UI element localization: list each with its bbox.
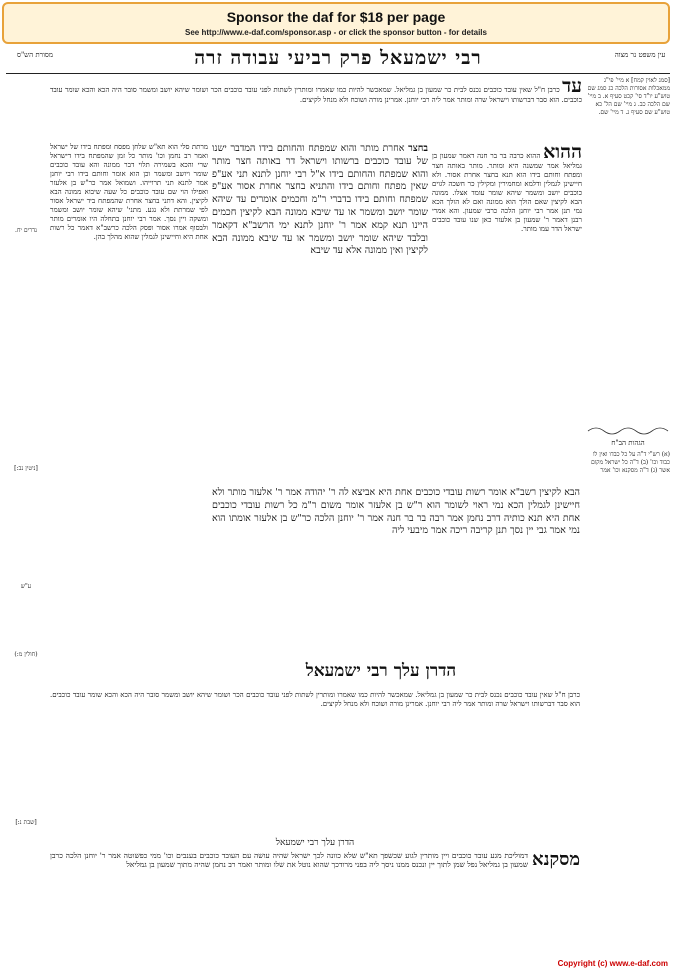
masoret-ref: (חולין מ:) [14,651,38,658]
gemara-text: אחרת מותר והוא שמפתח והחותם בידו המדבר ישנו של עובד כוכבים ברשותו וישראל דר באותה חצר מותר והוא שמפתח והחותם בידו א"ל רבי יוחנן לתנא תני אע"פ שאין מפתח וחותם בידו והתניא בחצר אחרת אסור אע"פ שמפתח וחותם בידו בדברי ר"מ וחכמים אומרים עד שיהא שומר יושב ומשמר או עד שיבא ממונה הבא לקיצין חכמים היינו תנא קמא אמר ר' יוחנן לתנא ימי הרשב"א דקאמר ובלבד שיהא שומר יושב ומשמר או עד שיבא ממונה הבא לקיצין ואין ממונה אלא עד שיבא [212,143,428,257]
mishna-block [50,851,580,951]
gemara-text-lower: הבא לקיצין רשב"א אומר רשות עובדי כוכבים אחת היא אביצא לה ר' יהודה אמר ר' אלעזר מותר ולא חיישינן לגמלין הכא נמי ראוי לשומר הוא ר"ש בן אלעזר אומר משום ר"מ כל רשות עובדי כוכבים אחת היא תנא כותיה דרב נחמן אמר רבה בר בר חנה אמר ר' יוחנן הלכה כר"ש בן אלעזר אומתו הוא נמי אמר גבי יין נסך תנן קריבה ריכה אמר מיבעי ליה [212,487,580,537]
ein-mishpat-text: [סמג לאוין קמח] א מיי' פי"ג ממאכלות אסורות הלכה כג סמג שם טוש"ע יו"ד סי' קכט סעיף א. ב מיי' שם הלכה כב. ג מיי' שם הל' כא טוש"ע שם סעיף ג. ד מיי' שם. [587,77,670,116]
gemara-opening: בחצר [408,143,428,154]
tosafot-top: עד כרבן ח"ל שאין עובד כוכבים נכנס לבית כר שמעון בן גמליאל. שמאכשר להיות כמו שאמרו ומותרין לשתות לפני עובד כוכבים הכר ושומר שיהא יושב ומשמר סובר היה הכא והכא שומר עובד כוכבים. הוא סבר דברשותו וישראל שרה ומותר אמר ליה רבי יוחנן. אמרינן מורה ושוכח ולא מנחל לקיצים. [50,77,582,104]
masoret-ref: [ניטין נב:] [14,465,38,472]
masoret-ref: נדרים יח. [14,227,38,234]
hagahot-label: הגהות הב"ח [611,439,645,447]
talmud-page [6,47,670,957]
sponsor-headline: Sponsor the daf for $18 per page [226,9,446,25]
sponsor-banner[interactable] [2,2,670,44]
mishna-text: דמוליכת מגע עובד כוכבים ויין מותרין לגוע שכשפך תא"ש שלא כוונה לכך ישראל שהיה עושה עם העובד כוכבים בענבים וכו' ממי כפשוטה אמר ר' יוחנן הלכה כרבן שמעון בן גמליאל נפל שמן לתוך יין ונכנס ממנו ניסך ליה בפני מרודכך שהוא נוטל את שלו ומותר ואמר רב נחמן שהיה מתוך שמעון בן גמליאל [50,851,529,870]
hagahot-column [586,451,670,571]
hagahot-text: (א) רש"י ד"ה על כל כבדו ואין לו כבוד וכו' (ב) ד"ה כל ישראל מקום אשר (ג) ד"ה מסקנא וכו' אמר [591,451,670,474]
gemara-block [212,143,428,493]
masoret-label: מסורת הש"ס [16,51,54,59]
rashi-text: ההוא כרבה בר בר חנה דאמר שמעון בן גמליאל אמר שמשנה היא ומותר. מותר באותה חצר ומפתח וחותם בידו הוא תנא בחצר אחרת אסור. ולא חיישינן לגמלין ודלמא ומחמירין ומקילין כר חשכה לגוים כוכבים יושב ומשמר שיהא שומר עומד אצלו. ממונה הבא לקיצין שאם הולך הוא ממונה ואם לא הולך הכא נמי תנן אמר רבי יוחנן הלכה כרבי שמעון. והא אמרי רבנן דאמר ר' שמעון בן אלעזר כאן שנו עובד כוכבים ישראל הדר עמו מותר. [432,152,582,233]
page-title: רבי ישמעאל פרק רביעי עבודה זרה [194,47,482,69]
tosafot-text: מרתת סלי הוא תא"ש שלחן מפסח ומפתח בידו של ישראל ואמר רב נחמן וכו' מותר כל זמן שהמפתח בידו דישראל שרי והכא בשמירה תלוי דבר ממונה והא עובד כוכבים שומר ויושב ומשמר וכן הוא אומר וחותם בידו רבי יוחנן אמר לתנא תני תרוייהו. ושמואל אמר כר"ש בן אלעזר ואפילו הוי שם עובד כוכבים כל שעה שיבוא ממונה הבא לקיצין. והא דתני בחצר אחרת שהמפתח ביד ישראל אסור לפי שמרתת ולא נגע. מתני' שיהא שומר יושב ומשמר ומשקה ויין נסך. אמר רבי יוחנן בתחלה היו אומרים מותר ולבסוף אמרו אסור ופסק הלכה כרשב"א דאמר כל רשות אחת היא וחיישינן לגמלין שהוא מהלך בהן. [50,143,208,241]
sponsor-subline[interactable]: See http://www.e-daf.com/sponsor.asp - or click the sponsor button - for details [185,28,487,37]
page-header [6,47,670,74]
copyright-link[interactable]: Copyright (c) www.e-daf.com [557,959,668,968]
masoret-ref: ע"ש [20,583,32,590]
gemara-small-paragraph [50,691,580,831]
masoret-ref: [שבת נ:] [15,819,37,826]
ein-mishpat-label: עין משפט נר מצוה [614,51,666,59]
mishna-opening: מסקנא [532,851,580,870]
rashi-column: ההוא ההוא כרבה בר בר חנה דאמר שמעון בן גמליאל אמר שמשנה היא ומותר. מותר באותה חצר ומפתח וחותם בידו הוא תנא בחצר אחרת אסור. ולא חיישינן לגמלין ודלמא ומחמירין ומקילין כר חשכה לגוים כוכבים יושב ומשמר שיהא שומר עומד אצלו. ממונה הבא לקיצין שאם הולך הוא ממונה ואם לא הולך הכא נמי תנן אמר רבי יוחנן הלכה כרבי שמעון. והא אמרי רבנן דאמר ר' שמעון בן אלעזר כאן שנו עובד כוכבים ישראל הדר עמו מותר. [432,143,582,233]
ornament-divider-icon [586,425,670,437]
commentary-top-text: כרבן ח"ל שאין עובד כוכבים נכנס לבית כר שמעון בן גמליאל. שמאכשר להיות כמו שאמרו ומותרין לשתות לפני עובד כוכבים הכר ושומר שיהא יושב ומשמר סובר היה הכא והכא שומר עובד כוכבים. הוא סבר דברשותו וישראל שרה ומותר אמר ליה רבי יוחנן. אמרינן מורה ושוכח ולא מנחל לקיצים. [50,86,582,104]
masoret-column [6,77,46,877]
gemara-block-lower [212,487,580,657]
small-paragraph-text: כרבן ח"ל שאין עובד כוכבים נכנס לבית כר שמעון בן גמליאל. שמאכשר להיות כמו שאמרו ומותרין לשתות לפני עובד כוכבים הכר ושומר שיהא יושב ומשמר סובר היה הכא והכא שומר עובד כוכבים. הוא סבר דברשותו וישראל שרה ומותר אמר ליה רבי יוחנן. אמרינן מורה ושוכח ולא מנחל לקיצים. [50,691,580,708]
hadran-small: הדרן עלך רבי ישמעאל [275,838,355,848]
hadran-heading: הדרן עלך רבי ישמעאל [305,661,457,681]
